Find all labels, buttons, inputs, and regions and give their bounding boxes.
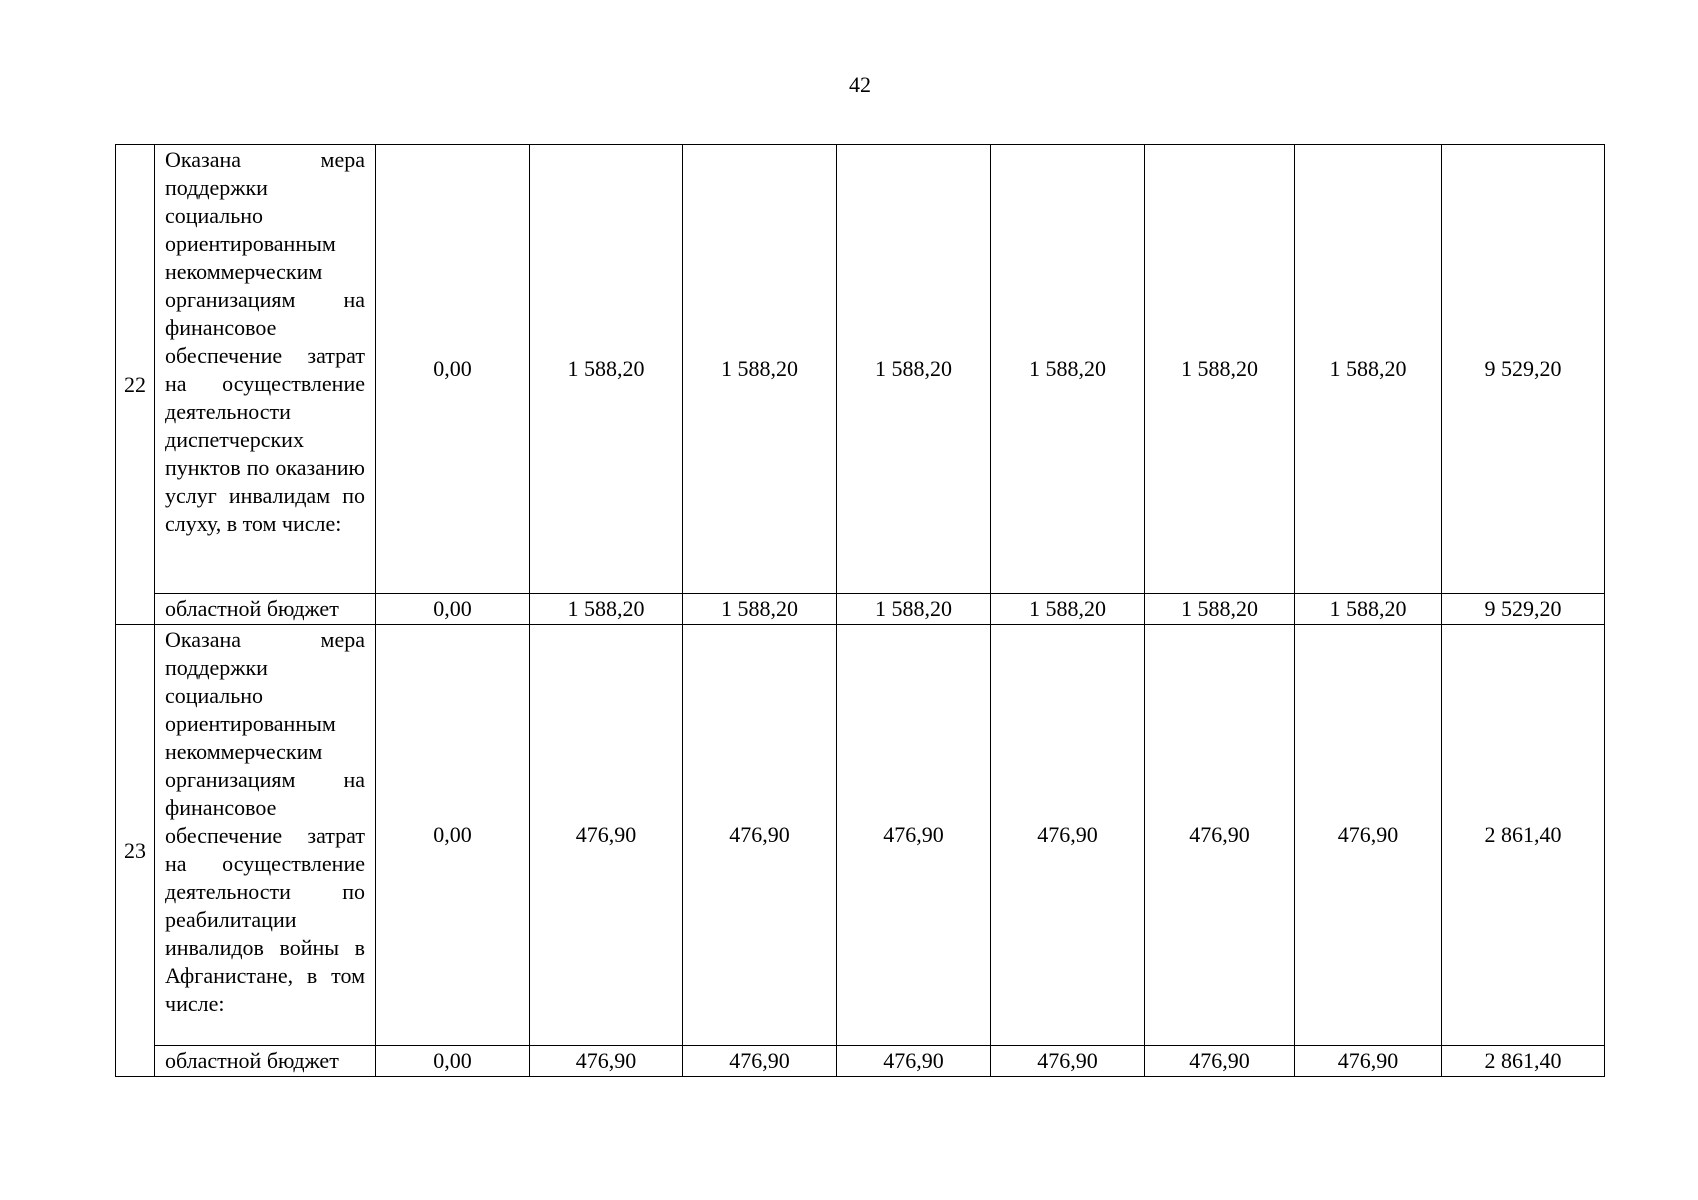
value-cell: 1 588,20 [1295,145,1442,594]
value-cell: 1 588,20 [530,594,683,625]
total-cell: 2 861,40 [1442,625,1605,1046]
budget-label: областной бюджет [155,594,376,625]
value-cell: 1 588,20 [683,145,837,594]
table-row-subtotal [116,1046,1605,1077]
row-number: 23 [116,625,155,1077]
value-cell: 476,90 [530,1046,683,1077]
value-cell: 476,90 [683,625,837,1046]
value-cell: 476,90 [683,1046,837,1077]
value-cell: 1 588,20 [1145,145,1295,594]
value-cell: 1 588,20 [991,145,1145,594]
table-row [116,625,1605,1046]
value-cell: 1 588,20 [1145,594,1295,625]
value-cell: 0,00 [376,145,530,594]
total-cell: 9 529,20 [1442,145,1605,594]
row-description: Оказана мера поддержки социально ориентированным некоммерческим организациям на финансовое обеспечение затрат на осуществление деятельности по реабилитации инвалидов войны в Афганистане, в том числе: [155,625,376,1046]
value-cell: 0,00 [376,594,530,625]
value-cell: 476,90 [1295,1046,1442,1077]
value-cell: 1 588,20 [837,145,991,594]
value-cell: 476,90 [991,625,1145,1046]
table-row [116,145,1605,594]
value-cell: 1 588,20 [683,594,837,625]
value-cell: 476,90 [837,1046,991,1077]
total-cell: 9 529,20 [1442,594,1605,625]
value-cell: 0,00 [376,1046,530,1077]
value-cell: 476,90 [991,1046,1145,1077]
value-cell: 0,00 [376,625,530,1046]
value-cell: 476,90 [530,625,683,1046]
value-cell: 476,90 [1295,625,1442,1046]
row-description: Оказана мера поддержки социально ориентированным некоммерческим организациям на финансовое обеспечение затрат на осуществление деятельности диспетчерских пунктов по оказанию услуг инвалидам по слуху, в том числе: [155,145,376,594]
total-cell: 2 861,40 [1442,1046,1605,1077]
value-cell: 1 588,20 [530,145,683,594]
budget-table [115,144,1605,1077]
value-cell: 1 588,20 [837,594,991,625]
value-cell: 476,90 [837,625,991,1046]
value-cell: 476,90 [1145,625,1295,1046]
value-cell: 476,90 [1145,1046,1295,1077]
value-cell: 1 588,20 [1295,594,1442,625]
page-number: 42 [849,72,871,97]
row-number: 22 [116,145,155,625]
budget-label: областной бюджет [155,1046,376,1077]
table-row-subtotal [116,594,1605,625]
value-cell: 1 588,20 [991,594,1145,625]
